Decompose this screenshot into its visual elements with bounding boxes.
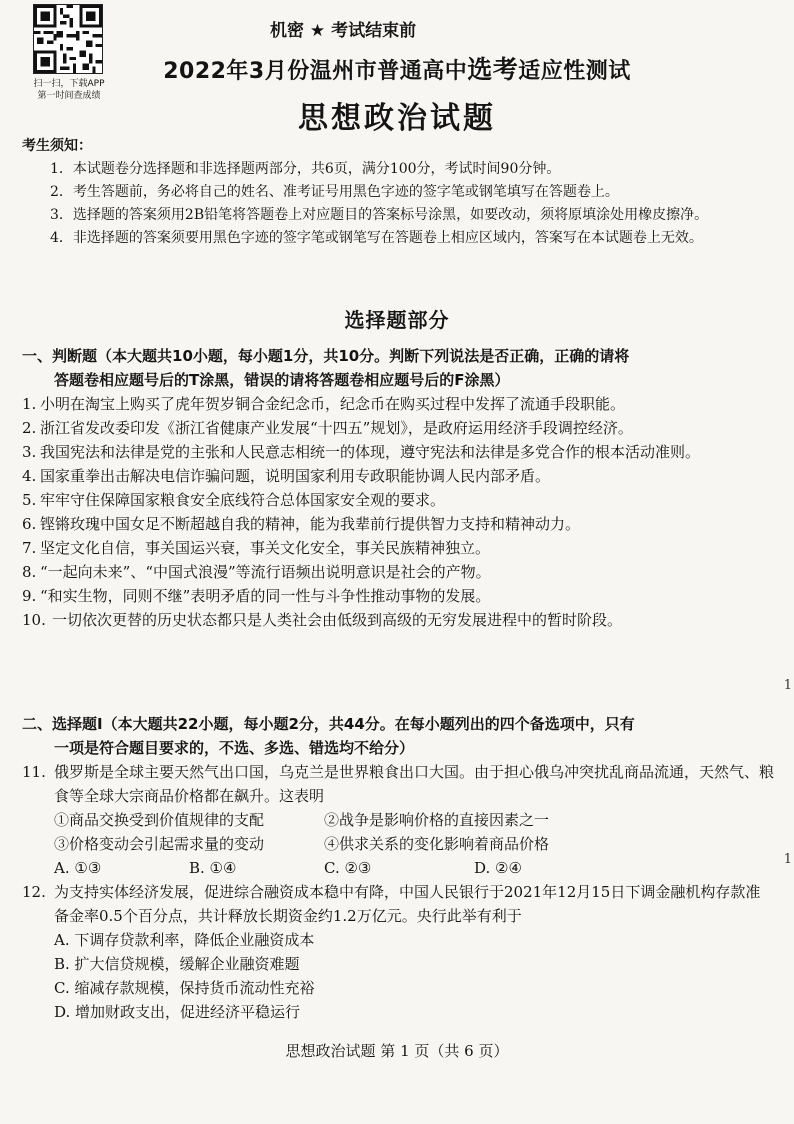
judgement-item: [22, 512, 774, 536]
question-number: 12.: [22, 883, 46, 901]
judgement-item: [22, 416, 774, 440]
secrecy-label: 机密 ★ 考试结束前: [270, 21, 417, 41]
question-11: [22, 760, 774, 808]
exam-notice: [22, 135, 774, 250]
judgement-item: [22, 536, 774, 560]
part-heading: 二、选择题Ⅰ（本大题共22小题，每小题2分，共44分。在每小题列出的四个备选项中，只有: [22, 715, 635, 733]
item-number: 8.: [22, 563, 37, 581]
judgement-item: [22, 488, 774, 512]
edge-mark: 1: [783, 852, 792, 867]
judgement-item: [22, 440, 774, 464]
item-number: 9.: [22, 587, 37, 605]
part-judgement: [22, 344, 774, 632]
statement: ②战争是影响价格的直接因素之一: [324, 811, 550, 829]
item-number: 2.: [22, 419, 37, 437]
option: A. 下调存贷款利率，降低企业融资成本: [54, 931, 315, 949]
judgement-item: [22, 584, 774, 608]
subject-title: 思想政治试题: [298, 101, 496, 136]
item-number: 1.: [22, 395, 37, 413]
item-text: “一起向未来”、“中国式浪漫”等流行语频出说明意识是社会的产物。: [40, 563, 491, 581]
exam-title-suffix: 适应性测试: [518, 59, 631, 84]
item-number: 6.: [22, 515, 37, 533]
item-text: 一切依次更替的历史状态都只是人类社会由低级到高级的无穷发展进程中的暂时阶段。: [52, 611, 623, 629]
item-number: 7.: [22, 539, 37, 557]
question-stem: 为支持实体经济发展，促进综合融资成本稳中有降，中国人民银行于2021年12月15日下调金融机构存款准备金率0.5个百分点，共计释放长期资金约1.2万亿元。央行此举有利于: [54, 883, 761, 925]
exam-title-emph: 选考: [467, 55, 519, 84]
item-text: 牢牢守住保障国家粮食安全底线符合总体国家安全观的要求。: [40, 491, 446, 509]
judgement-item: [22, 608, 774, 632]
item-text: 小明在淘宝上购买了虎年贺岁铜合金纪念币，纪念币在购买过程中发挥了流通手段职能。: [40, 395, 626, 413]
option: D. ②④: [474, 859, 522, 877]
part-heading: 一、判断题（本大题共10小题，每小题1分，共10分。判断下列说法是否正确，正确的请将: [22, 347, 630, 365]
item-text: 我国宪法和法律是党的主张和人民意志相统一的体现，遵守宪法和法律是多党合作的根本活动准则。: [40, 443, 701, 461]
exam-title-prefix: 2022年3月份温州市普通高中: [163, 59, 468, 84]
option: B. ①④: [189, 859, 237, 877]
statement-list: [22, 808, 774, 856]
notice-item: 3．选择题的答案须用2B铅笔将答题卷上对应题目的答案标号涂黑，如要改动，须将原填涂处用橡皮擦净。: [50, 207, 709, 223]
part-choice: [22, 712, 774, 1024]
judgement-item: [22, 560, 774, 584]
notice-title: 考生须知：: [22, 138, 92, 154]
part-heading: 一项是符合题目要求的，不选、多选、错选均不给分）: [54, 739, 415, 757]
item-number: 5.: [22, 491, 37, 509]
judgement-item: [22, 464, 774, 488]
item-number: 10.: [22, 611, 46, 629]
notice-item: 1．本试题卷分选择题和非选择题两部分，共6页，满分100分，考试时间90分钟。: [50, 161, 561, 177]
question-stem: 俄罗斯是全球主要天然气出口国，乌克兰是世界粮食出口大国。由于担心俄乌冲突扰乱商品流通，天然气、粮食等全球大宗商品价格都在飙升。这表明: [54, 763, 775, 805]
statement: ④供求关系的变化影响着商品价格: [324, 835, 550, 853]
qr-caption-line: 第一时间查成绩: [37, 91, 101, 101]
item-number: 4.: [22, 467, 37, 485]
judgement-item: [22, 392, 774, 416]
option: A. ①③: [54, 859, 102, 877]
question-number: 11.: [22, 763, 46, 781]
part-heading: 答题卷相应题号后的T涂黑，错误的请将答题卷相应题号后的F涂黑）: [54, 371, 510, 389]
item-number: 3.: [22, 443, 37, 461]
option: C. 缩减存款规模，保持货币流动性充裕: [54, 979, 315, 997]
option: C. ②③: [324, 859, 372, 877]
option: B. 扩大信贷规模，缓解企业融资难题: [54, 955, 300, 973]
statement: ③价格变动会引起需求量的变动: [54, 835, 265, 853]
item-text: 铿锵玫瑰中国女足不断超越自我的精神，能为我辈前行提供智力支持和精神动力。: [40, 515, 581, 533]
exam-title: [0, 50, 794, 86]
item-text: “和实生物，同则不继”表明矛盾的同一性与斗争性推动事物的发展。: [40, 587, 491, 605]
notice-item: 2．考生答题前，务必将自己的姓名、准考证号用黑色字迹的签字笔或钢笔填写在答题卷上。: [50, 184, 619, 200]
question-12: [22, 880, 774, 928]
qr-caption-line: 扫一扫，下载APP: [33, 79, 105, 89]
item-text: 坚定文化自信，事关国运兴衰，事关文化安全，事关民族精神独立。: [40, 539, 491, 557]
option: D. 增加财政支出，促进经济平稳运行: [54, 1003, 301, 1021]
statement: ①商品交换受到价值规律的支配: [54, 811, 265, 829]
notice-item: 4．非选择题的答案须要用黑色字迹的签字笔或钢笔写在答题卷上相应区域内，答案写在本试题卷上无效。: [50, 230, 703, 246]
section-title: 选择题部分: [344, 308, 450, 332]
item-text: 国家重拳出击解决电信诈骗问题，说明国家利用专政职能协调人民内部矛盾。: [40, 467, 551, 485]
item-text: 浙江省发改委印发《浙江省健康产业发展“十四五”规划》，是政府运用经济手段调控经济。: [40, 419, 633, 437]
page-footer: 思想政治试题 第 1 页（共 6 页）: [285, 1042, 509, 1060]
edge-mark: 1: [783, 678, 792, 693]
option-list: [22, 856, 774, 880]
